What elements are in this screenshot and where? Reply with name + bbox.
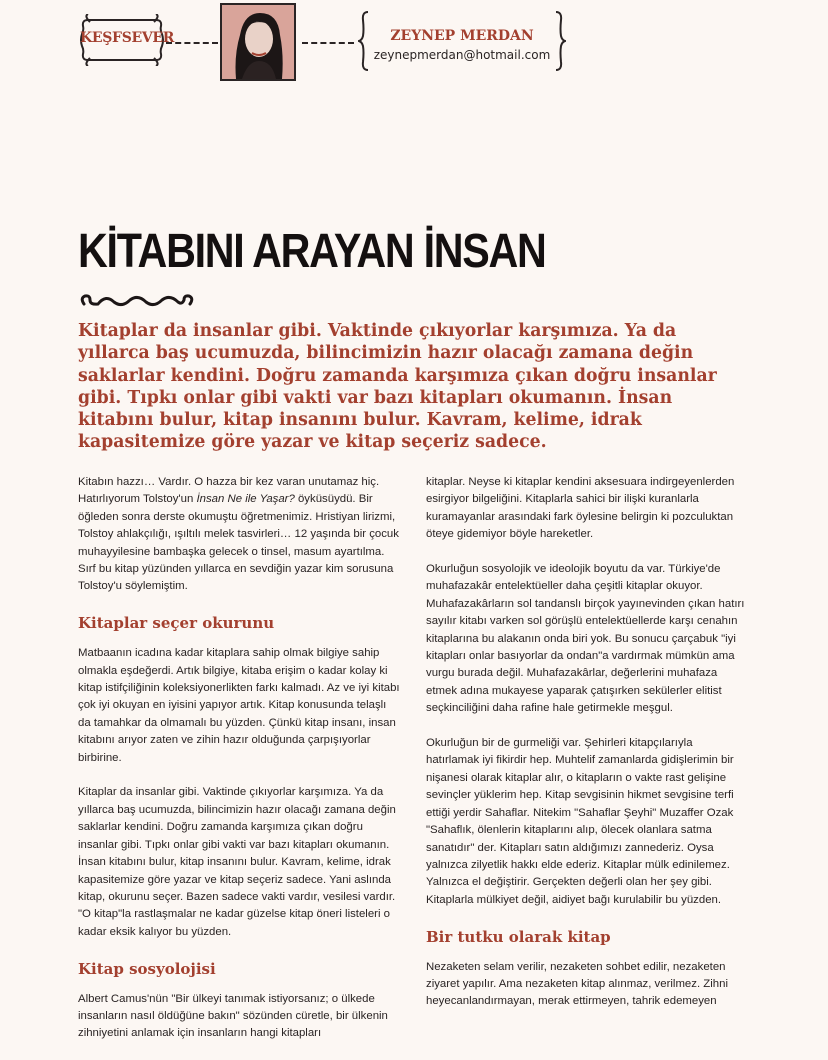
section-label: KEŞFSEVER xyxy=(80,30,175,46)
paragraph-text: öyküsüydü. Bir öğleden sonra derste okumuştu öğretmenimiz. Hristiyan lirizmi, Tolstoy ahlakçılığı, ışıltılı melek tasvirleri… 12 yaşında bir çocuk muhayyilesine bambaşka gelecek o tinsel, masum ayartılma. Sırf bu kitap yüzünden yıllarca en sevdiğin yazar kim sorusuna Tolstoy'u söylemiştim. xyxy=(78,493,399,593)
book-title: İnsan Ne ile Yaşar? xyxy=(196,493,295,506)
paragraph xyxy=(78,474,400,596)
section-heading: Kitaplar seçer okurunu xyxy=(78,614,275,633)
page-header xyxy=(0,0,828,90)
paragraph-text: Kitabın hazzı… Vardır. O hazza bir kez varan unutamaz hiç. Hatırlıyorum Tolstoy'un xyxy=(78,476,380,506)
paragraph: Okurluğun bir de gurmeliği var. Şehirleri kitapçılarıyla hatırlamak iyi fikirdir hep. Muhtelif zamanlarda gidişlerimin bir nişanesi olarak kitaplar alır, o kitapların o vakte rast gelişine sevinçler yüklerim hep. Kitap sevgisinin hikmet sevgisine terfi ettiği yerdir Sahaflar. Nitekim "Sahaflar Şeyhi" Muzaffer Ozak "Sahaflık, ölenlerin kitaplarını alıp, ölecek olanlara satma sanatıdır" der. Kitapları satın aldığımızı zannederiz. Oysa yalnızca zilyetlik hakkı elde ederiz. Kitaplar mülk edinilemez. Yalnızca el değiştirir. Gerçekten değerli olan her şey gibi. Kitaplarla mülkiyet değil, aidiyet bağı kurulabilir bu yüzden. xyxy=(426,737,734,906)
section-heading: Bir tutku olarak kitap xyxy=(426,927,611,946)
article-title: KİTABINI ARAYAN İNSAN xyxy=(78,225,546,278)
paragraph: Albert Camus'nün "Bir ülkeyi tanımak istiyorsanız; o ülkede insanların nasıl öldüğüne bakın" sözünden cüretle, bir ülkenin zihniyetini anlamak için insanların hangi kitapları xyxy=(78,992,388,1040)
paragraph: Nezaketen selam verilir, nezaketen sohbet edilir, nezaketen ziyaret yapılır. Ama nezaketen kitap alınmaz, verilmez. Zihni heyecanlandırmayan, merak ettirmeyen, tahrik edemeyen xyxy=(426,960,728,1008)
dashed-connector xyxy=(302,42,354,44)
author-info xyxy=(358,10,566,72)
paragraph: Okurluğun sosyolojik ve ideolojik boyutu da var. Türkiye'de muhafazakâr entelektüeller daha çeşitli kitaplar okuyor. Muhafazakârların sol tandanslı birçok yayınevinden çıkan hatırı sayılır kitabı varken sol görüşlü entelektüellerde karşı cenahın kitaplarına bu alakanın onda biri yok. Bu sonucu çarçabuk "iyi kitapları onlar basıyorlar da ondan"a vardırmak mümkün ama vurgu burada değil. Muhafazakârlar, değerlerini muhafaza etmek adına mukayese yaparak çatışırken sekülerler elitist seçkinciliğini daha rafine hale getirmekle meşgul. xyxy=(426,563,745,715)
right-column xyxy=(426,474,748,1028)
article-lead: Kitaplar da insanlar gibi. Vaktinde çıkıyorlar karşımıza. Ya da yıllarca baş ucumuzda, bilincimizin hazır olacağı zamana değin saklarlar kendini. Doğru zamanda karşımıza çıkan doğru insanlar gibi. Tıpkı onlar gibi vakti var bazı kitapları okumanın. İnsan kitabını bulur, kitap insanını bulur. Kavram, kelime, idrak kapasitemize göre yazar ve kitap seçeriz sadece. xyxy=(78,321,717,453)
section-heading: Kitap sosyolojisi xyxy=(78,959,216,978)
paragraph: Matbaanın icadına kadar kitaplara sahip olmak bilgiye sahip olmakla eşdeğerdi. Artık bilgiye, kitaba erişim o kadar kolay ki kitap istifçiliğinin koleksiyonerlikten farkı kalmadı. Az ve iyi kitabı çok iyi okuyan en iyisini yapıyor artık. Kitap konusunda telaşlı da tamahkar da olmamalı bu yüzden. Çünkü kitap insanı, insan kitabını arıyor zaten ve zihin hazır olduğunda çarpışıyorlar birbirine. xyxy=(78,647,400,764)
paragraph: kitaplar. Neyse ki kitaplar kendini aksesuara indirgeyenlerden esirgiyor bilgeliğini. Kitaplarla sahici bir ilişki kuranlarla kuramayanlar arasındaki fark öylesine belirgin ki pozculuktan öteye gidemiyor böyle hareketler. xyxy=(426,476,735,541)
dashed-connector xyxy=(166,42,218,44)
section-badge xyxy=(80,14,175,66)
author-email: zeynepmerdan@hotmail.com xyxy=(373,48,551,62)
author-name: ZEYNEP MERDAN xyxy=(390,28,534,44)
left-column xyxy=(78,474,400,1060)
paragraph: Kitaplar da insanlar gibi. Vaktinde çıkıyorlar karşımıza. Ya da yıllarca baş ucumuzda, bilincimizin hazır olacağı zamana değin saklarlar kendini. Doğru zamanda karşımıza çıkan doğru insanlar gibi. Tıpkı onlar gibi vakti var bazı kitapları okumanın. İnsan kitabını bulur, kitap insanını bulur. Kavram, kelime, idrak kapasitemize göre yazar ve kitap seçeriz sadece. Yani aslında kitap, okurunu seçer. Bazen sadece vakti vardır, vesilesi vardır. "O kitap"la rastlaşmalar ne kadar güzelse kitap öneri listeleri o kadar eksik kalıyor bu yüzden. xyxy=(78,786,396,938)
decorative-squiggle-icon xyxy=(76,290,196,312)
author-photo xyxy=(220,3,296,81)
author-photo-icon xyxy=(222,5,294,79)
